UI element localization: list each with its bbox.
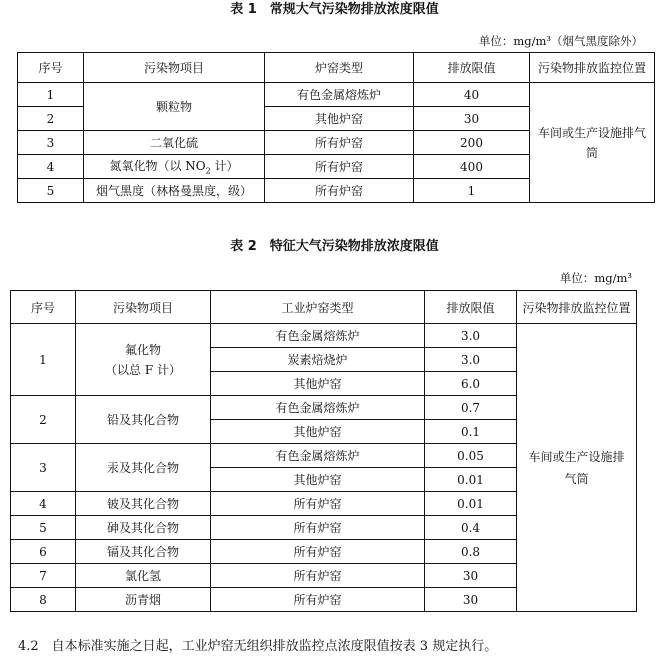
kiln-cell: 所有炉窑 <box>265 155 414 179</box>
pollutant-cell: 沥青烟 <box>76 588 211 612</box>
kiln-cell: 有色金属熔炼炉 <box>211 444 425 468</box>
kiln-cell: 所有炉窑 <box>211 540 425 564</box>
table1-unit: 单位：mg/m³（烟气黑度除外） <box>478 34 643 48</box>
pollutant-cell: 铅及其化合物 <box>76 396 211 444</box>
pollutant-text-suffix: 计） <box>210 159 239 174</box>
limit-cell: 3.0 <box>425 324 517 348</box>
monitor-cell <box>517 324 637 612</box>
kiln-cell: 所有炉窑 <box>211 516 425 540</box>
limit-cell: 0.7 <box>425 396 517 420</box>
limit-cell: 200 <box>414 131 530 155</box>
kiln-cell: 其他炉窑 <box>211 420 425 444</box>
row-no: 8 <box>11 588 76 612</box>
header-pollutant: 污染物项目 <box>84 53 265 83</box>
kiln-cell: 有色金属熔炼炉 <box>211 324 425 348</box>
row-no: 4 <box>18 155 84 179</box>
kiln-cell: 其他炉窑 <box>265 107 414 131</box>
limit-cell: 30 <box>414 107 530 131</box>
header-kiln: 工业炉窑类型 <box>211 291 425 324</box>
pollutant-note: （以总 F 计） <box>105 362 181 377</box>
limit-cell: 0.1 <box>425 420 517 444</box>
header-no: 序号 <box>18 53 84 83</box>
limit-cell: 0.05 <box>425 444 517 468</box>
header-kiln: 炉窑类型 <box>265 53 414 83</box>
kiln-cell: 所有炉窑 <box>211 588 425 612</box>
row-no: 2 <box>18 107 84 131</box>
pollutant-cell <box>76 324 211 396</box>
kiln-cell: 所有炉窑 <box>211 492 425 516</box>
section-paragraph: 4.2 自本标准实施之日起，工业炉窑无组织排放监控点浓度限值按表 3 规定执行。 <box>18 639 498 654</box>
header-pollutant: 污染物项目 <box>76 291 211 324</box>
header-limit: 排放限值 <box>425 291 517 324</box>
limit-cell: 0.4 <box>425 516 517 540</box>
table2 <box>10 290 637 612</box>
header-limit: 排放限值 <box>414 53 530 83</box>
table2-unit: 单位：mg/m³ <box>559 271 632 285</box>
limit-cell: 40 <box>414 83 530 107</box>
limit-cell: 400 <box>414 155 530 179</box>
row-no: 3 <box>18 131 84 155</box>
table-row <box>18 83 655 107</box>
row-no: 3 <box>11 444 76 492</box>
kiln-cell: 有色金属熔炼炉 <box>265 83 414 107</box>
kiln-cell: 其他炉窑 <box>211 372 425 396</box>
pollutant-cell: 砷及其化合物 <box>76 516 211 540</box>
table2-header-row <box>11 291 637 324</box>
kiln-cell: 所有炉窑 <box>265 179 414 203</box>
kiln-cell: 所有炉窑 <box>265 131 414 155</box>
row-no: 1 <box>11 324 76 396</box>
limit-cell: 30 <box>425 564 517 588</box>
limit-cell: 30 <box>425 588 517 612</box>
limit-cell: 0.01 <box>425 468 517 492</box>
table-row <box>11 324 637 348</box>
pollutant-cell: 镉及其化合物 <box>76 540 211 564</box>
table2-caption: 表 2 特征大气污染物排放浓度限值 <box>230 239 439 254</box>
pollutant-subscript: 2 <box>205 166 211 176</box>
row-no: 2 <box>11 396 76 444</box>
row-no: 1 <box>18 83 84 107</box>
monitor-text: 车间或生产设施排气筒 <box>528 449 625 486</box>
pollutant-text: 氮氧化物（以 NO <box>109 159 206 174</box>
pollutant-text: 氟化物 <box>124 342 161 357</box>
kiln-cell: 有色金属熔炼炉 <box>211 396 425 420</box>
row-no: 5 <box>18 179 84 203</box>
pollutant-cell <box>84 155 265 179</box>
pollutant-cell: 氯化氢 <box>76 564 211 588</box>
limit-cell: 3.0 <box>425 348 517 372</box>
limit-cell: 0.01 <box>425 492 517 516</box>
kiln-cell: 炭素焙烧炉 <box>211 348 425 372</box>
kiln-cell: 其他炉窑 <box>211 468 425 492</box>
pollutant-cell: 铍及其化合物 <box>76 492 211 516</box>
table1-header-row <box>18 53 655 83</box>
header-no: 序号 <box>11 291 76 324</box>
row-no: 7 <box>11 564 76 588</box>
monitor-text: 车间或生产设施排气筒 <box>538 125 647 160</box>
limit-cell: 1 <box>414 179 530 203</box>
table1 <box>17 52 655 203</box>
kiln-cell: 所有炉窑 <box>211 564 425 588</box>
table1-caption: 表 1 常规大气污染物排放浓度限值 <box>230 2 439 17</box>
limit-cell: 0.8 <box>425 540 517 564</box>
pollutant-cell: 烟气黑度（林格曼黑度，级） <box>84 179 265 203</box>
pollutant-cell: 汞及其化合物 <box>76 444 211 492</box>
monitor-cell <box>530 83 655 203</box>
header-monitor: 污染物排放监控位置 <box>517 291 637 324</box>
pollutant-cell: 二氧化硫 <box>84 131 265 155</box>
pollutant-cell: 颗粒物 <box>84 83 265 131</box>
header-monitor: 污染物排放监控位置 <box>530 53 655 83</box>
row-no: 6 <box>11 540 76 564</box>
row-no: 4 <box>11 492 76 516</box>
limit-cell: 6.0 <box>425 372 517 396</box>
row-no: 5 <box>11 516 76 540</box>
